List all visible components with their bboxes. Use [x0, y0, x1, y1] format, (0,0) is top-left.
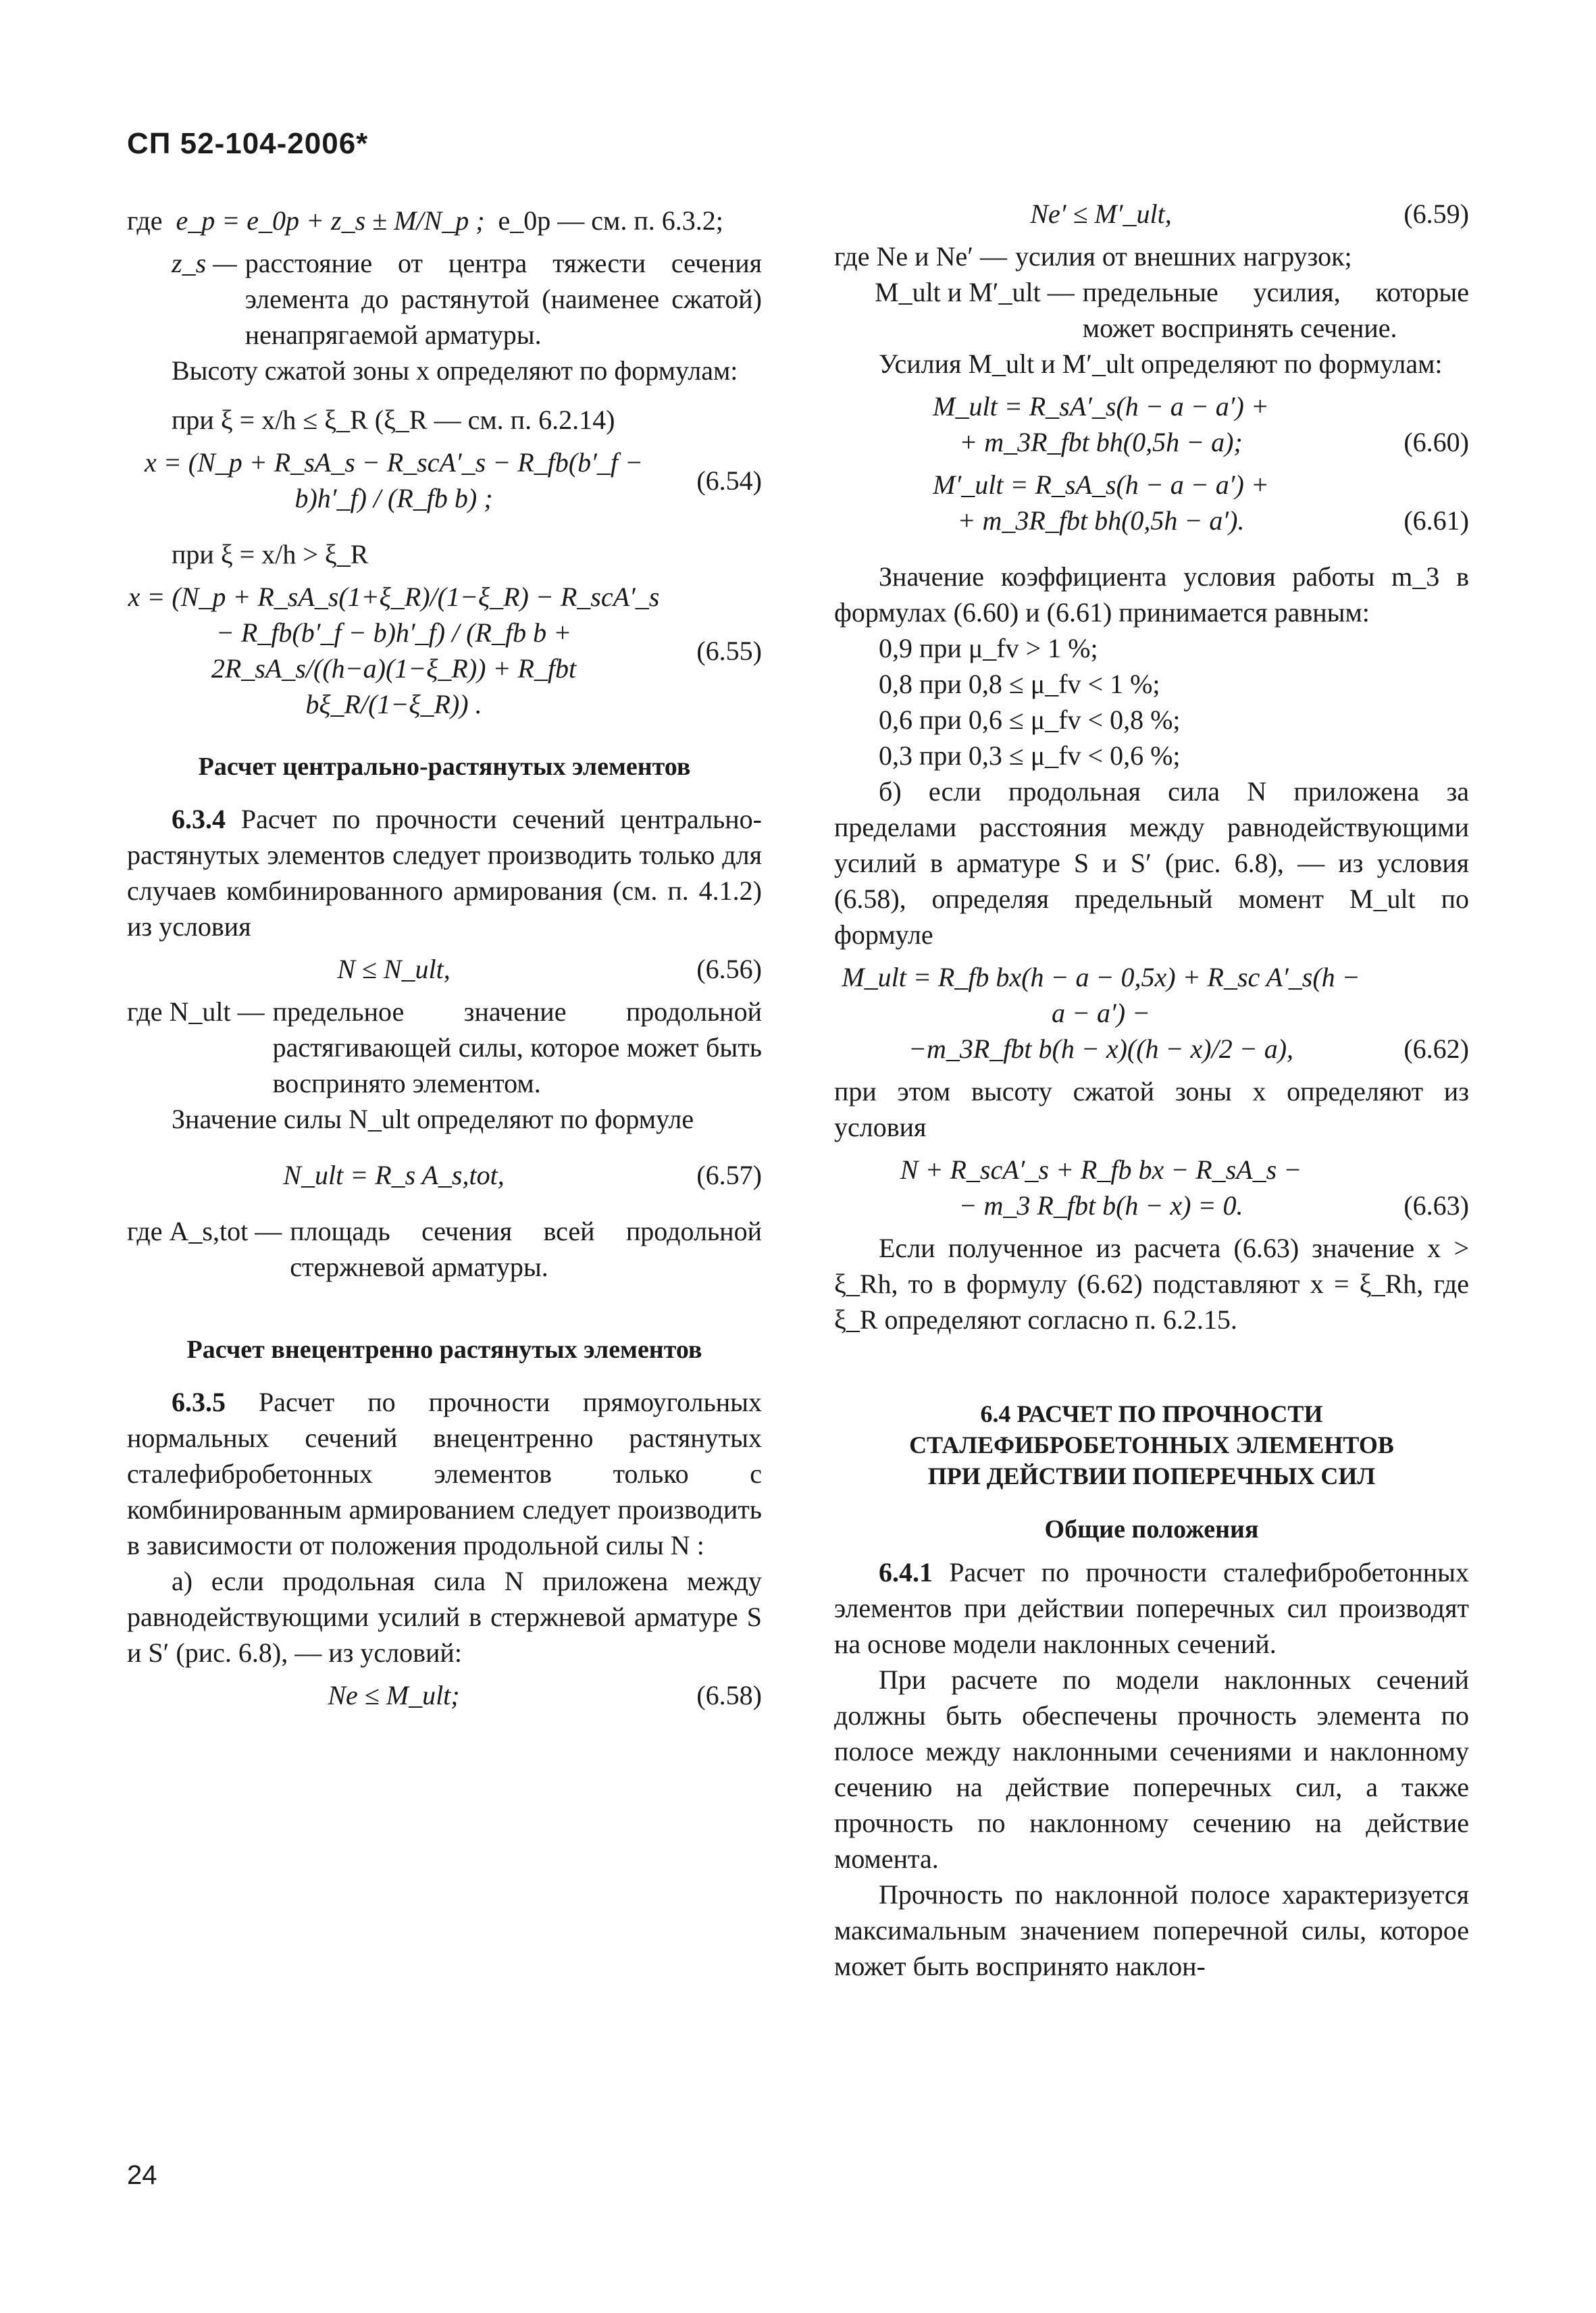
ne-definition [834, 238, 1469, 274]
equation-6-59-number: (6.59) [1404, 199, 1469, 229]
astot-definition [127, 1213, 762, 1285]
paragraph-6-3-4-text: Расчет по прочности сечений центрально-растянутых элементов следует производить только для случаев комбинированного армирования (см. п. 4.1.2) из условия [127, 804, 763, 942]
paragraph-6-3-5-text: Расчет по прочности прямоугольных нормальных сечений внецентренно растянутых сталефибробетонных элементов только с комбинированным армированием следует производить в зависимости от положения продольной силы N : [127, 1387, 763, 1560]
equation-6-60-line-1: M_ult = R_sA′_s(h − a − a′) + [933, 391, 1269, 422]
astot-text: площадь сечения всей продольной стержневой арматуры. [290, 1216, 762, 1282]
equation-6-62-line-1: M_ult = R_fb bx(h − a − 0,5x) + R_sc A′_s(h − a − a′) − [842, 962, 1360, 1028]
equation-6-56-body: N ≤ N_ult, [337, 954, 451, 984]
paragraph-6-4-1-number: 6.4.1 [879, 1557, 933, 1587]
nult-definition [127, 994, 762, 1101]
nult-intro: Значение силы N_ult определяют по формуле [172, 1104, 694, 1134]
equation-6-59 [834, 196, 1469, 232]
paragraph-6-3-5-a: а) если продольная сила N приложена между равнодействующими усилий в стержневой арматуре S и S′ (рис. 6.8), — из условий: [127, 1566, 762, 1668]
equation-6-54 [127, 444, 762, 516]
zs-term: z_s — [172, 248, 237, 278]
section-title-eccentric: Расчет внецентренно растянутых элементов [186, 1336, 702, 1364]
equation-6-55 [127, 579, 762, 722]
paragraph-6-4-1-text: Расчет по прочности сталефибробетонных элементов при действии поперечных сил производят на основе модели наклонных сечений. [834, 1557, 1470, 1659]
page-header: СП 52-104-2006* [127, 127, 369, 160]
equation-6-58-body: Ne ≤ M_ult; [328, 1680, 460, 1710]
mult-text: предельные усилия, которые может воспринять сечение. [1082, 277, 1469, 343]
zs-definition [127, 245, 762, 353]
paragraph-6-3-4-number: 6.3.4 [172, 804, 226, 834]
equation-6-61 [834, 467, 1469, 538]
m3-list-item: 0,6 при 0,6 ≤ μ_fv < 0,8 %; [879, 705, 1181, 735]
equation-6-63-line-2: − m_3 R_fbt b(h − x) = 0. [958, 1190, 1243, 1221]
section-6-4-title [834, 1398, 1469, 1492]
equation-6-60-number: (6.60) [1404, 427, 1469, 457]
equation-6-56 [127, 951, 762, 987]
equation-6-63 [834, 1152, 1469, 1223]
section-6-4-line-3: ПРИ ДЕЙСТВИИ ПОПЕРЕЧНЫХ СИЛ [927, 1463, 1376, 1490]
right-column [834, 196, 1469, 1984]
equation-6-59-body: Ne′ ≤ M′_ult, [1030, 199, 1172, 229]
equation-6-62 [834, 959, 1469, 1067]
paragraph-6-3-4 [127, 801, 762, 944]
zs-text: расстояние от центра тяжести сечения элемента до растянутой (наименее сжатой) ненапрягаемой арматуры. [244, 248, 762, 350]
section-6-4-line-1: 6.4 РАСЧЕТ ПО ПРОЧНОСТИ [980, 1400, 1323, 1427]
m3-list-item: 0,9 при μ_fv > 1 %; [879, 633, 1098, 663]
subsection-general: Общие положения [1044, 1515, 1259, 1544]
mult-intro: Усилия M_ult и M′_ult определяют по формулам: [879, 349, 1443, 379]
equation-6-62-number: (6.62) [1404, 1034, 1469, 1064]
paragraph-6-4-1 [834, 1554, 1469, 1662]
m3-list-item: 0,3 при 0,3 ≤ μ_fv < 0,6 %; [879, 740, 1181, 771]
nult-term: где N_ult — [127, 996, 265, 1027]
where-prefix: где [127, 205, 163, 236]
x-intro-2: при этом высоту сжатой зоны x определяют из условия [834, 1076, 1469, 1142]
m3-list-item: 0,8 при 0,8 ≤ μ_fv < 1 %; [879, 669, 1160, 699]
equation-6-57 [127, 1157, 762, 1193]
ne-term: где Ne и Ne′ — [834, 241, 1007, 272]
equation-6-56-number: (6.56) [696, 954, 762, 984]
left-column [127, 196, 762, 1720]
ep-reference: e_0p — см. п. 6.3.2; [498, 205, 723, 236]
equation-6-62-line-2: −m_3R_fbt b(h − x)((h − x)/2 − a), [908, 1034, 1294, 1064]
equation-6-63-number: (6.63) [1404, 1190, 1469, 1221]
equation-6-55-number: (6.55) [696, 635, 762, 666]
condition-1: при ξ = x/h ≤ ξ_R (ξ_R — см. п. 6.2.14) [172, 405, 615, 435]
mult-definition [834, 274, 1469, 346]
ep-line [127, 203, 762, 238]
ne-text: усилия от внешних нагрузок; [1014, 241, 1352, 272]
section-title-central: Расчет центрально-растянутых элементов [198, 753, 691, 781]
paragraph-6-4-1-c: Прочность по наклонной полосе характеризуется максимальным значением поперечной силы, которое может быть воспринято наклон- [834, 1879, 1469, 1981]
equation-6-60 [834, 388, 1469, 460]
page-number: 24 [127, 2160, 157, 2190]
equation-6-54-number: (6.54) [696, 465, 762, 496]
equation-6-60-line-2: + m_3R_fbt bh(0,5h − a); [959, 427, 1243, 457]
nult-text: предельное значение продольной растягивающей силы, которое может быть воспринято элементом. [272, 996, 762, 1098]
x-intro: Высоту сжатой зоны x определяют по формулам: [172, 355, 738, 386]
paragraph-6-4-1-b: При расчете по модели наклонных сечений должны быть обеспечены прочность элемента по полосе между наклонными сечениями и наклонному сечению на действие поперечных сил, а также прочность по наклонному сечению на действие момента. [834, 1664, 1469, 1874]
condition-2: при ξ = x/h > ξ_R [172, 539, 369, 569]
ep-equation: e_p = e_0p + z_s ± M/N_p ; [176, 205, 485, 236]
paragraph-6-3-5-number: 6.3.5 [172, 1387, 226, 1417]
equation-6-63-line-1: N + R_scA′_s + R_fb bx − R_sA_s − [900, 1154, 1302, 1185]
equation-6-61-number: (6.61) [1404, 505, 1469, 536]
equation-6-54-body: x = (N_p + R_sA_s − R_scA′_s − R_fb(b′_f − b)h′_f) / (R_fb b) ; [145, 447, 643, 513]
paragraph-if: Если полученное из расчета (6.63) значение x > ξ_Rh, то в формулу (6.62) подставляют x = ξ_Rh, где ξ_R определяют согласно п. 6.2.15. [834, 1233, 1470, 1335]
equation-6-58-number: (6.58) [696, 1680, 762, 1710]
m3-list [834, 630, 1469, 773]
equation-6-57-body: N_ult = R_s A_s,tot, [283, 1160, 505, 1190]
m3-intro: Значение коэффициента условия работы m_3 в формулах (6.60) и (6.61) принимается равным: [834, 561, 1469, 628]
section-6-4-line-2: СТАЛЕФИБРОБЕТОННЫХ ЭЛЕМЕНТОВ [909, 1431, 1394, 1458]
equation-6-55-body: x = (N_p + R_sA_s(1+ξ_R)/(1−ξ_R) − R_scA′_s − R_fb(b′_f − b)h′_f) / (R_fb b + 2R_sA_s/((h−a)(1−ξ_R)) + R_fbt bξ_R/(1−ξ_R)) . [128, 582, 660, 719]
astot-term: где A_s,tot — [127, 1216, 282, 1246]
equation-6-58 [127, 1677, 762, 1713]
equation-6-61-line-2: + m_3R_fbt bh(0,5h − a′). [957, 505, 1245, 536]
equation-6-61-line-1: M′_ult = R_sA_s(h − a − a′) + [933, 469, 1269, 500]
paragraph-b: б) если продольная сила N приложена за пределами расстояния между равнодействующими усилий в арматуре S и S′ (рис. 6.8), — из условия (6.58), определяя предельный момент M_ult по формуле [834, 776, 1469, 950]
paragraph-6-3-5 [127, 1384, 762, 1563]
equation-6-57-number: (6.57) [696, 1160, 762, 1190]
mult-term: M_ult и M′_ult — [875, 277, 1075, 307]
